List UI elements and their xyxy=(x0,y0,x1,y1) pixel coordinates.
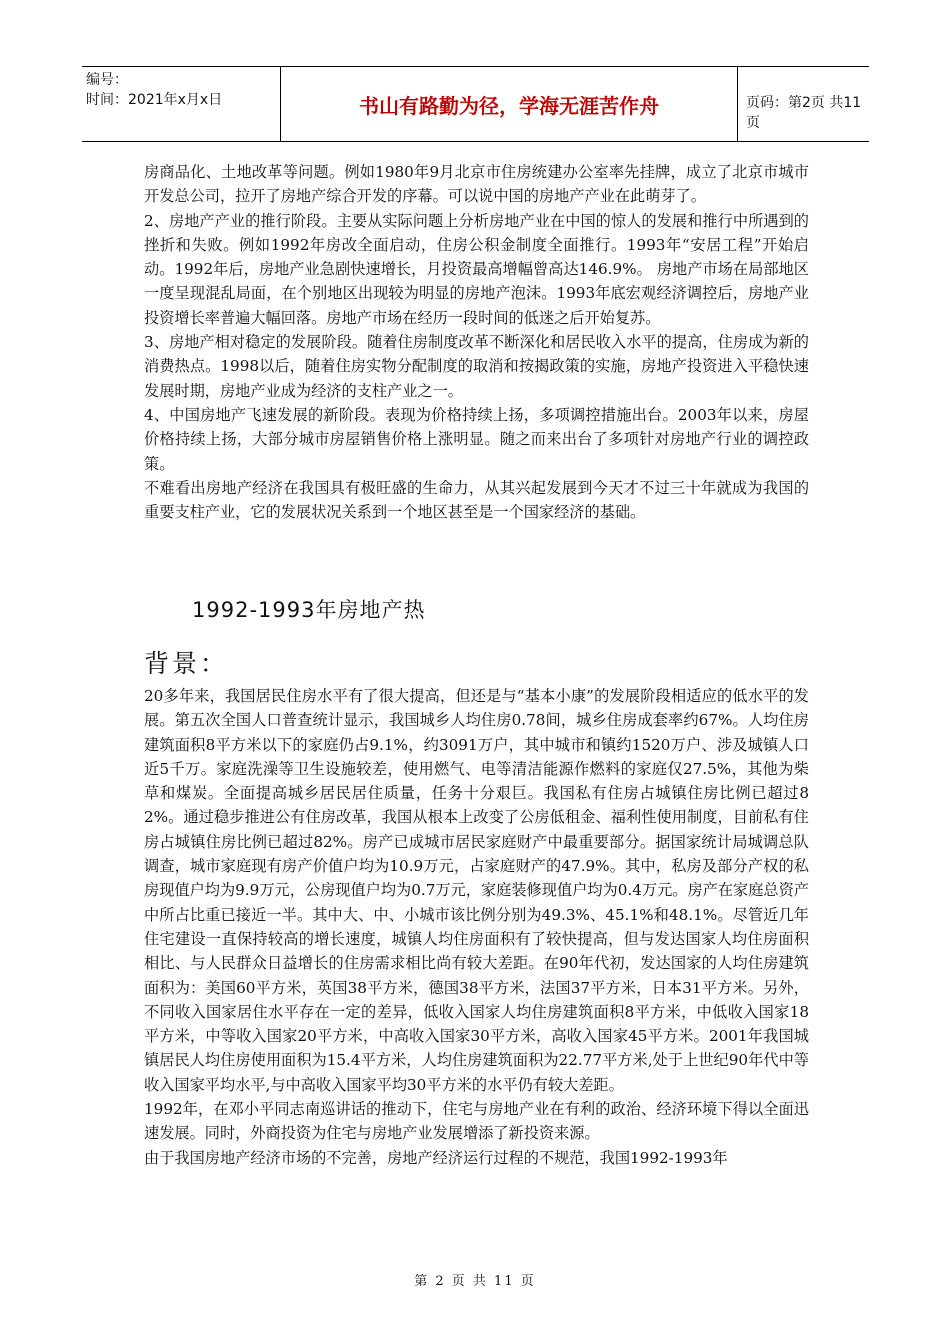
paragraph: 20多年来，我国居民住房水平有了很大提高，但还是与“基本小康”的发展阶段相适应的低水平的发展。第五次全国人口普查统计显示，我国城乡人均住房0.78间，城乡住房成套率约67%。人均住房建筑面积8平方米以下的家庭仍占9.1%，约3091万户，其中城市和镇约1520万户、涉及城镇人口近5千万。家庭洗澡等卫生设施较差，使用燃气、电等清洁能源作燃料的家庭仅27.5%，其他为柴草和煤炭。全面提高城乡居民居住质量，任务十分艰巨。我国私有住房占城镇住房比例已超过82%。通过稳步推进公有住房改革，我国从根本上改变了公房低租金、福利性使用制度，目前私有住房占城镇住房比例已超过82%。房产已成城市居民家庭财产中最重要部分。据国家统计局城调总队调查，城市家庭现有房产价值户均为10.9万元，占家庭财产的47.9%。其中，私房及部分产权的私房现值户均为9.9万元，公房现值户均为0.7万元，家庭装修现值户均为0.4万元。房产在家庭总资产中所占比重已接近一半。其中大、中、小城市该比例分别为49.3%、45.1%和48.1%。尽管近几年住宅建设一直保持较高的增长速度，城镇人均住房面积有了较快提高，但与发达国家人均住房面积相比、与人民群众日益增长的住房需求相比尚有较大差距。在90年代初，发达国家的人均住房建筑面积为：美国60平方米，英国38平方米，德国38平方米，法国37平方米，日本31平方米。另外，不同收入国家居住水平存在一定的差异，低收入国家人均住房建筑面积8平方米，中低收入国家18平方米，中等收入国家20平方米，中高收入国家30平方米，高收入国家45平方米。2001年我国城镇居民人均住房使用面积为15.4平方米，人均住房建筑面积为22.77平方米,处于上世纪90年代中等收入国家平均水平,与中高收入国家平均30平方米的水平仍有较大差距。 xyxy=(144,687,809,1094)
paragraph: 3、房地产相对稳定的发展阶段。随着住房制度改革不断深化和居民收入水平的提高，住房成为新的消费热点。1998以后，随着住房实物分配制度的取消和按揭政策的实施，房地产投资进入平稳快速发展时期，房地产业成为经济的支柱产业之一。 xyxy=(144,333,809,400)
paragraph: 4、中国房地产飞速发展的新阶段。表现为价格持续上扬，多项调控措施出台。2003年以来，房屋价格持续上扬，大部分城市房屋销售价格上涨明显。随之而来出台了多项针对房地产行业的调控政策。 xyxy=(144,405,809,473)
section-history xyxy=(144,160,809,524)
paragraph: 2、房地产产业的推行阶段。主要从实际问题上分析房地产业在中国的惊人的发展和推行中所遇到的挫折和失败。例如1992年房改全面启动，住房公积金制度全面推行。1993年“安居工程”开始启动。1992年后，房地产业急剧快速增长，月投资最高增幅曾高达146.9%。 房地产市场在局部地区一度呈现混乱局面，在个别地区出现较为明显的房地产泡沫。1993年底宏观经济调控后，房地产业投资增长率普遍大幅回落。房地产市场在经历一段时间的低迷之后开始复苏。 xyxy=(144,211,809,327)
section-background xyxy=(144,684,809,1170)
header-meta xyxy=(86,70,222,110)
document-date-label: 时间：2021年x月x日 xyxy=(86,92,223,108)
paragraph: 房商品化、土地改革等问题。例如1980年9月北京市住房统建办公室率先挂牌，成立了北京市城市开发总公司，拉开了房地产综合开发的序幕。可以说中国的房地产产业在此萌芽了。 xyxy=(144,163,809,206)
paragraph: 不难看出房地产经济在我国具有极旺盛的生命力，从其兴起发展到今天才不过三十年就成为我国的重要支柱产业，它的发展状况关系到一个地区甚至是一个国家经济的基础。 xyxy=(144,478,809,522)
document-number-label: 编号： xyxy=(86,72,128,88)
paragraph: 1992年，在邓小平同志南巡讲话的推动下，住宅与房地产业在有利的政治、经济环境下得以全面迅速发展。同时，外商投资为住宅与房地产业发展增添了新投资来源。 xyxy=(144,1100,809,1143)
paragraph: 由于我国房地产经济市场的不完善，房地产经济运行过程的不规范，我国1992-1993年 xyxy=(144,1148,728,1167)
header-motto: 书山有路勤为径，学海无涯苦作舟 xyxy=(280,67,738,141)
header-page-info: 页码：第2页 共11页 xyxy=(746,95,862,131)
page-footer: 第 2 页 共 11 页 xyxy=(414,1274,536,1289)
page-header xyxy=(82,66,869,142)
section-title: 1992-1993年房地产热 xyxy=(192,598,426,622)
background-heading: 背景： xyxy=(144,649,229,678)
